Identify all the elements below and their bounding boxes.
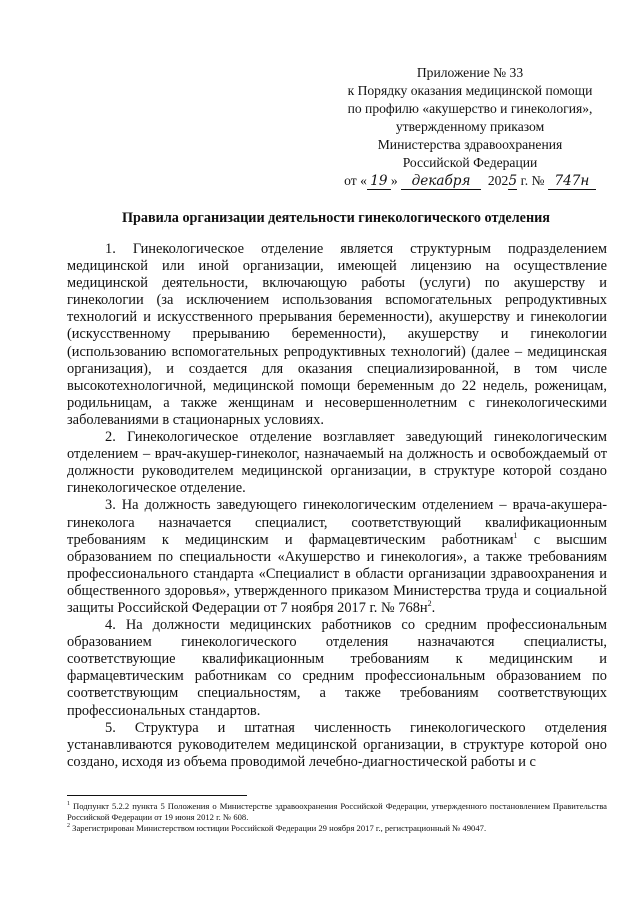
appendix-number: Приложение № 33 <box>416 65 524 80</box>
paragraph-1: 1. Гинекологическое отделение является структурным подразделением медицинской или иной организации, имеющей лицензию на осуществление медицинской деятельности, включающую работы (услуги) по акушерству и гинекологии (за исключением использования вспомогательных репродуктивных технологий и искусственного прерывания беременности), акушерству и гинекологии (искусственному прерыванию беременности), акушерству и гинекологии (использованию вспомогательных репродуктивных технологий) (далее – медицинская организация), и создается для оказания специализированной, в том числе высокотехнологичной, медицинской помощи беременным до 22 недель, роженицам, родильницам, а также женщинам и несовершеннолетним с гинекологическими заболеваниями в стационарных условиях. <box>67 241 607 428</box>
paragraph-4: 4. На должности медицинских работников со средним профессиональным образованием гинекологического отделения назначаются специалисты, соответствующие квалификационным требованиям к медицинским и фармацевтическим работникам со средним профессиональным образованием по соответствующим специальностям, а также требованиям соответствующих профессиональных стандартов. <box>67 617 607 719</box>
appendix-order-reference: к Порядку оказания медицинской помощи <box>347 83 593 98</box>
footnote-ref-2: 2 <box>427 599 432 609</box>
appendix-header <box>330 64 610 190</box>
paragraph-5: 5. Структура и штатная численность гинекологического отделения устанавливаются руководителем медицинской организации, в структуре которой оно создано, исходя из объема проводимой лечебно-диагностической работы и с <box>67 719 607 770</box>
footnote-1-text: Подпункт 5.2.2 пункта 5 Положения о Министерстве здравоохранения Российской Федерации, утвержденного постановлением Правительства Российской Федерации от 19 июня 2012 г. № 608. <box>67 801 607 822</box>
footnote-1 <box>67 801 607 823</box>
appendix-profile: по профилю «акушерство и гинекология», <box>347 101 593 116</box>
appendix-ministry: Министерства здравоохранения <box>377 137 563 152</box>
document-title: Правила организации деятельности гинекологического отделения <box>121 210 550 226</box>
footnote-divider <box>67 795 247 796</box>
appendix-date-line <box>330 172 610 190</box>
footnote-2 <box>67 823 607 834</box>
paragraph-3 <box>67 497 607 617</box>
handwritten-month: декабря <box>401 174 481 190</box>
footnote-2-number: 2 <box>67 823 70 830</box>
footnote-2-text: Зарегистрирован Министерством юстиции Российской Федерации 29 ноября 2017 г., регистрационный № 49047. <box>70 823 487 833</box>
footnote-ref-1: 1 <box>513 530 518 540</box>
date-close-quote: » <box>390 173 398 188</box>
appendix-approved-by: утвержденному приказом <box>395 119 545 134</box>
footnote-1-number: 1 <box>67 801 70 808</box>
footnotes <box>67 801 607 834</box>
appendix-country: Российской Федерации <box>402 155 538 170</box>
handwritten-day: 19 <box>367 174 391 190</box>
order-number-label: г. № <box>520 173 545 188</box>
paragraph-3-text-a: 3. На должность заведующего гинекологическим отделением – врача-акушера-гинеколога назначается специалист, соответствующий квалификационным требованиям к медицинским и фармацевтическим работникам <box>67 497 607 548</box>
document-body <box>67 241 607 771</box>
handwritten-order-number: 747н <box>548 174 596 190</box>
date-year-prefix: 202 <box>487 173 509 188</box>
date-prefix: от « <box>344 173 367 188</box>
paragraph-3-text-b: с высшим образованием по специальности «Акушерство и гинекология», а также требованиям профессионального стандарта «Специалист в области организации здравоохранения и общественного здоровья», утвержденного приказом Министерства труда и социальной защиты Российской Федерации от 7 ноября 2017 г. № 768н <box>67 531 607 616</box>
paragraph-3-text-c: . <box>431 599 436 616</box>
handwritten-year-digit: 5 <box>508 173 518 189</box>
paragraph-2: 2. Гинекологическое отделение возглавляет заведующий гинекологическим отделением – врач-акушер-гинеколог, назначаемый на должность и освобождаемый от должности руководителем медицинской организации, в структуре которой создано гинекологическое отделение. <box>67 429 607 497</box>
